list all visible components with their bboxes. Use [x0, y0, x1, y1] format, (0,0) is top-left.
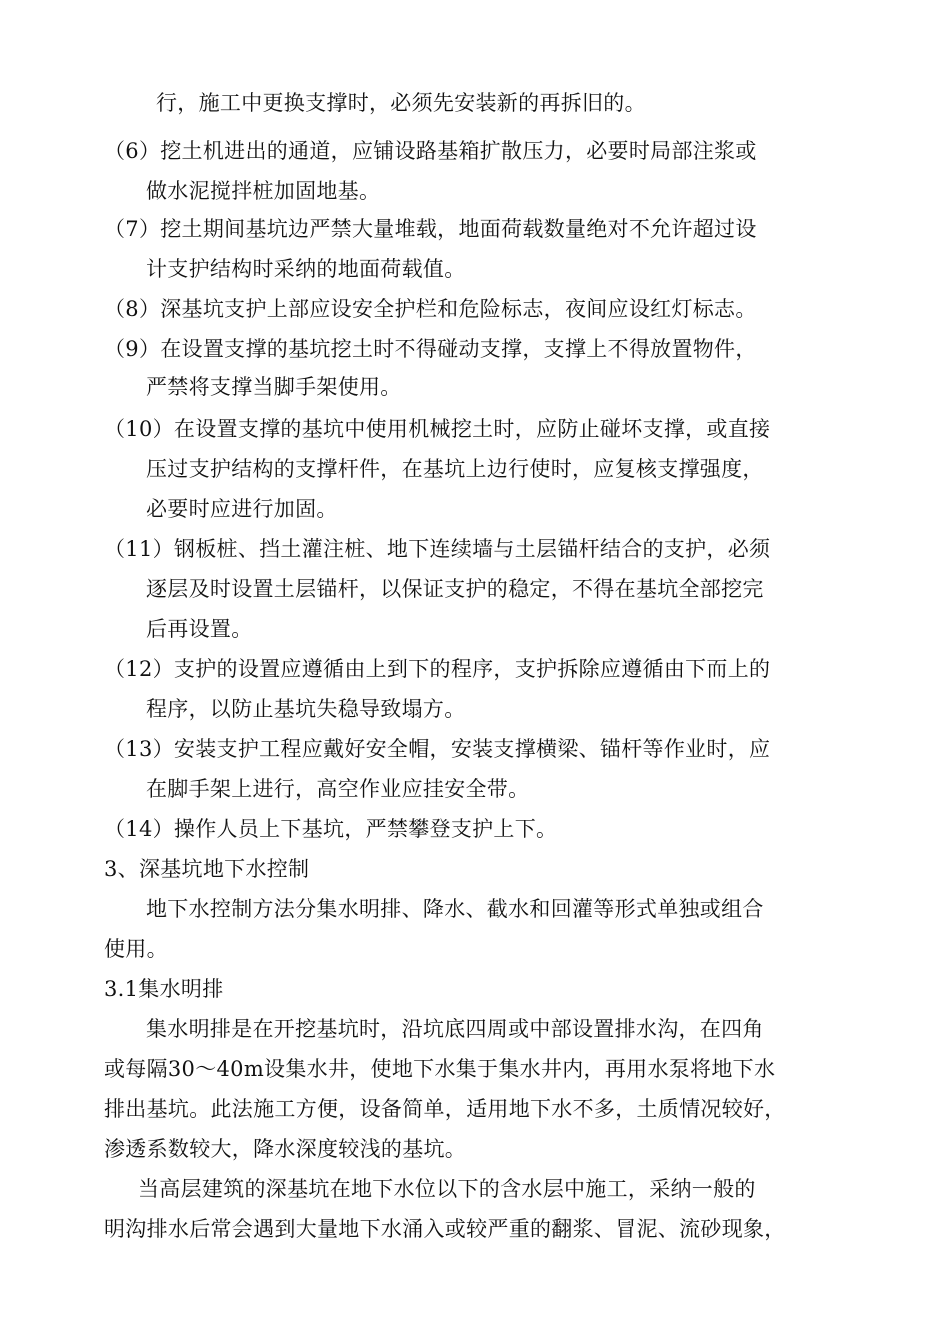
text-line: 逐层及时设置土层锚杆，以保证支护的稳定，不得在基坑全部挖完: [146, 577, 764, 601]
list-item-8: （8）深基坑支护上部应设安全护栏和危险标志，夜间应设红灯标志。: [104, 297, 757, 321]
paragraph-line: 或每隔30～40m设集水井，使地下水集于集水井内，再用水泵将地下水: [104, 1057, 776, 1081]
paragraph-line: 渗透系数较大，降水深度较浅的基坑。: [104, 1137, 467, 1161]
text-line: 后再设置。: [146, 617, 253, 641]
paragraph-line: 地下水控制方法分集水明排、降水、截水和回灌等形式单独或组合: [146, 897, 764, 921]
paragraph-line: 排出基坑。此法施工方便，设备简单，适用地下水不多，土质情况较好，: [104, 1097, 786, 1121]
text-line: 在脚手架上进行，高空作业应挂安全带。: [146, 777, 530, 801]
list-item-6: （6）挖土机进出的通道，应铺设路基箱扩散压力，必要时局部注浆或: [104, 139, 757, 163]
paragraph-line: 集水明排是在开挖基坑时，沿坑底四周或中部设置排水沟，在四角: [146, 1017, 764, 1041]
list-item-14: （14）操作人员上下基坑，严禁攀登支护上下。: [104, 817, 558, 841]
text-line: 压过支护结构的支撑杆件，在基坑上边行使时，应复核支撑强度，: [146, 457, 764, 481]
list-item-9: （9）在设置支撑的基坑挖土时不得碰动支撑，支撑上不得放置物件，: [104, 337, 757, 361]
list-item-13: （13）安装支护工程应戴好安全帽，安装支撑横梁、锚杆等作业时，应: [104, 737, 771, 761]
text-line: 计支护结构时采纳的地面荷载值。: [146, 257, 466, 281]
subsection-heading: 3.1集水明排: [104, 977, 224, 1001]
text-line: 做水泥搅拌桩加固地基。: [146, 179, 381, 203]
list-item-12: （12）支护的设置应遵循由上到下的程序，支护拆除应遵循由下而上的: [104, 657, 771, 681]
text-line: 程序，以防止基坑失稳导致塌方。: [146, 697, 466, 721]
text-line: 严禁将支撑当脚手架使用。: [146, 375, 402, 399]
paragraph-line: 当高层建筑的深基坑在地下水位以下的含水层中施工，采纳一般的: [138, 1177, 756, 1201]
paragraph-line: 明沟排水后常会遇到大量地下水涌入或较严重的翻浆、冒泥、流砂现象，: [104, 1217, 786, 1241]
list-item-11: （11）钢板桩、挡土灌注桩、地下连续墙与土层锚杆结合的支护，必须: [104, 537, 771, 561]
list-item-7: （7）挖土期间基坑边严禁大量堆载，地面荷载数量绝对不允许超过设: [104, 217, 757, 241]
paragraph-line: 使用。: [104, 937, 168, 961]
text-line: 行，施工中更换支撑时，必须先安装新的再拆旧的。: [156, 91, 646, 115]
list-item-10: （10）在设置支撑的基坑中使用机械挖土时，应防止碰坏支撑，或直接: [104, 417, 771, 441]
section-heading: 3、深基坑地下水控制: [104, 857, 310, 881]
text-line: 必要时应进行加固。: [146, 497, 338, 521]
